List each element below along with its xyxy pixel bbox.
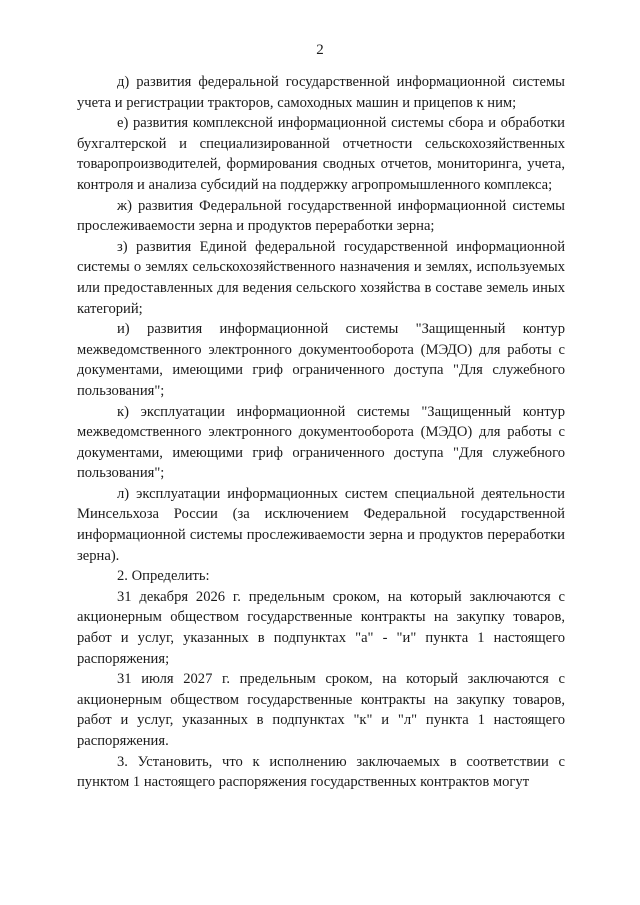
paragraph-item-k: к) эксплуатации информационной системы "Защищенный контур межведомственного электронного документооборота (МЭДО) для работы с документами, имеющими гриф ограниченного доступа "Для служебного пользования"; [77,403,565,482]
paragraph-item-i: и) развития информационной системы "Защищенный контур межведомственного электронного документооборота (МЭДО) для работы с документами, имеющими гриф ограниченного доступа "Для служебного пользования"; [77,321,565,399]
paragraph-section-2-heading: 2. Определить: [117,568,210,585]
document-body [77,72,565,793]
paragraph-item-zh: ж) развития Федеральной государственной информационной системы прослеживаемости зерна и продуктов переработки зерна; [77,197,565,235]
paragraph-item-e: е) развития комплексной информационной системы сбора и обработки бухгалтерской и специализированной отчетности сельскохозяйственных товаропроизводителей, формирования сводных отчетов, мониторинга, учета, контроля и анализа субсидий на поддержку агропромышленного комплекса; [77,115,565,193]
page-number: 2 [316,42,324,58]
paragraph-item-d: д) развития федеральной государственной информационной системы учета и регистрации тракторов, самоходных машин и прицепов к ним; [77,74,565,111]
paragraph-section-3: 3. Установить, что к исполнению заключаемых в соответствии с пунктом 1 настоящего распоряжения государственных контрактов могут [77,753,565,791]
paragraph-item-l: л) эксплуатации информационных систем специальной деятельности Минсельхоза России (за исключением Федеральной государственной информационной системы прослеживаемости зерна и продуктов переработки зерна). [77,485,565,564]
paragraph-item-z: з) развития Единой федеральной государственной информационной системы о землях сельскохозяйственного назначения и землях, используемых или предоставленных для ведения сельского хозяйства в составе земель иных категорий; [77,238,565,317]
paragraph-deadline-2027: 31 июля 2027 г. предельным сроком, на который заключаются с акционерным обществом государственные контракты на закупку товаров, работ и услуг, указанных в подпунктах "к" и "л" пункта 1 настоящего распоряжения. [77,671,565,749]
paragraph-deadline-2026: 31 декабря 2026 г. предельным сроком, на который заключаются с акционерным обществом государственные контракты на закупку товаров, работ и услуг, указанных в подпунктах "а" - "и" пункта 1 настоящего распоряжения; [77,588,565,667]
